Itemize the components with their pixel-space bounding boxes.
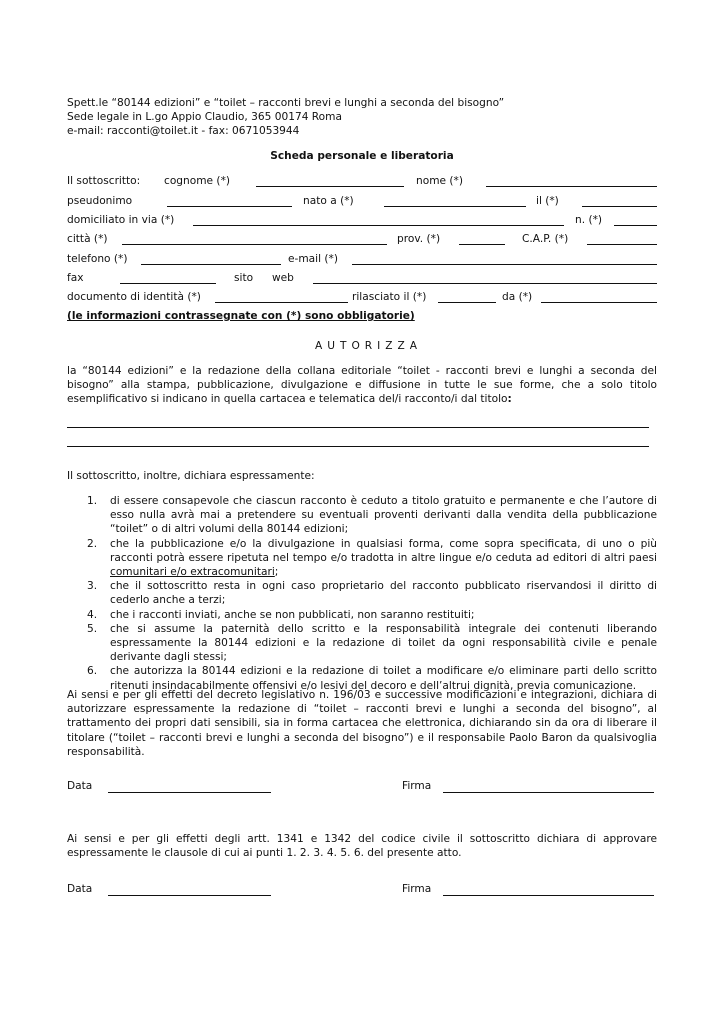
item-number: 5.: [87, 622, 98, 635]
data-field-1[interactable]: [108, 792, 271, 793]
declaration-list: [87, 494, 657, 693]
cognome-field[interactable]: [256, 186, 404, 187]
telefono-label: telefono (*): [67, 253, 128, 265]
item-underlined-text: comunitari e/o extracomunitari: [110, 566, 275, 579]
autorizza-paragraph: [67, 364, 657, 407]
nome-field[interactable]: [486, 186, 657, 187]
dichiara-intro: Il sottoscritto, inoltre, dichiara espressamente:: [67, 470, 315, 482]
nome-label: nome (*): [416, 175, 463, 187]
contact-line: e-mail: racconti@toilet.it - fax: 0671053944: [67, 125, 300, 137]
list-item: [87, 579, 657, 607]
form-title: Scheda personale e liberatoria: [270, 150, 454, 162]
email-field[interactable]: [352, 264, 657, 265]
mandatory-note: (le informazioni contrassegnate con (*) sono obbligatorie): [67, 310, 415, 322]
nato-a-label: nato a (*): [303, 195, 354, 207]
sito-label: sito: [234, 272, 254, 284]
il-field[interactable]: [582, 206, 657, 207]
domiciliato-label: domiciliato in via (*): [67, 214, 175, 226]
item-number: 2.: [87, 537, 98, 550]
sito-web-field[interactable]: [313, 283, 657, 284]
item-number: 4.: [87, 608, 98, 621]
clausole-paragraph: Ai sensi e per gli effetti degli artt. 1341 e 1342 del codice civile il sottoscritto dichiara di approvare espressamente le clausole di cui ai punti 1. 2. 3. 4. 5. 6. del presente atto.: [67, 833, 657, 860]
fax-field[interactable]: [120, 283, 216, 284]
numero-field[interactable]: [614, 225, 657, 226]
item-text: che la pubblicazione e/o la divulgazione in qualsiasi forma, come sopra specificata, di uno o più racconti potrà essere ripetuta nel tempo e/o tradotta in altre lingue e/o ceduta ad editori di altri paesi: [110, 537, 657, 564]
firma-field-2[interactable]: [443, 895, 654, 896]
telefono-field[interactable]: [141, 264, 281, 265]
autorizza-colon: :: [507, 393, 512, 406]
email-label: e-mail (*): [288, 253, 338, 265]
item-text-tail: ;: [274, 566, 279, 579]
list-item: [87, 608, 657, 622]
item-number: 1.: [87, 495, 98, 507]
list-item: [87, 537, 657, 580]
firma-label-1: Firma: [402, 780, 432, 792]
recipient-line: Spett.le “80144 edizioni” e “toilet – racconti brevi e lunghi a seconda del bisogno”: [67, 97, 505, 109]
cap-field[interactable]: [587, 244, 657, 245]
autorizza-text: la “80144 edizioni” e la redazione della collana editoriale “toilet - racconti brevi e lunghi a seconda del bisogno” alla stampa, pubblicazione, divulgazione e diffusione in tutte le sue forme, che a solo titolo esemplificativo si indicano in quella cartacea e telematica del/i racconto/i dal titolo: [67, 365, 657, 406]
pseudonimo-field[interactable]: [167, 206, 292, 207]
firma-label-2: Firma: [402, 883, 432, 895]
item-text: che autorizza la 80144 edizioni e la redazione di toilet a modificare e/o eliminare parti dello scritto ritenuti insindacabilmente offensivi e/o lesivi del decoro e dell’altrui dignità, previa comunicazione.: [110, 665, 657, 692]
da-field[interactable]: [541, 302, 657, 303]
sottoscritto-label: Il sottoscritto:: [67, 175, 141, 187]
item-text: che il sottoscritto resta in ogni caso proprietario del racconto pubblicato riservandosi il diritto di cederlo anche a terzi;: [110, 580, 657, 607]
pseudonimo-label: pseudonimo: [67, 195, 133, 207]
data-label-2: Data: [67, 883, 93, 895]
autorizza-heading: AUTORIZZA: [315, 340, 423, 352]
item-text: di essere consapevole che ciascun racconto è ceduto a titolo gratuito e permanente e che l’autore di esso nulla avrà mai a pretendere su eventuali proventi derivanti dalla vendita della pubblicazione “toilet” o di altri volumi della 80144 edizioni;: [110, 495, 657, 536]
item-text: che si assume la paternità dello scritto e la responsabilità integrale dei contenuti liberando espressamente la 80144 edizioni e la redazione di toilet da ogni responsabilità civile e penale derivante dagli stessi;: [110, 622, 657, 664]
item-number: 6.: [87, 665, 98, 678]
title-line-2[interactable]: [67, 446, 649, 447]
item-number: 3.: [87, 580, 98, 593]
citta-field[interactable]: [122, 244, 387, 245]
il-label: il (*): [536, 195, 559, 207]
prov-label: prov. (*): [397, 233, 441, 245]
rilasciato-label: rilasciato il (*): [352, 291, 427, 303]
documento-label: documento di identità (*): [67, 291, 201, 303]
firma-field-1[interactable]: [443, 792, 654, 793]
nato-a-field[interactable]: [384, 206, 526, 207]
privacy-paragraph: Ai sensi e per gli effetti del decreto legislativo n. 196/03 e successive modificazioni e integrazioni, dichiara di autorizzare espressamente la redazione di “toilet – racconti brevi e lunghi a seconda del bisogno”, al trattamento dei propri dati sensibili, sia in forma cartacea che elettronica, dichiarando sin da ora di liberare il titolare (“toilet – racconti brevi e lunghi a seconda del bisogno”) e il responsabile Paolo Baron da qualsivoglia responsabilità.: [67, 689, 657, 758]
rilasciato-field[interactable]: [438, 302, 496, 303]
numero-label: n. (*): [575, 214, 603, 226]
cap-label: C.A.P. (*): [522, 233, 569, 245]
address-line: Sede legale in L.go Appio Claudio, 365 00174 Roma: [67, 111, 342, 123]
data-field-2[interactable]: [108, 895, 271, 896]
item-text: che i racconti inviati, anche se non pubblicati, non saranno restituiti;: [110, 608, 475, 621]
fax-label: fax: [67, 272, 84, 284]
list-item: [87, 622, 657, 665]
via-field[interactable]: [193, 225, 564, 226]
cognome-label: cognome (*): [164, 175, 230, 187]
prov-field[interactable]: [459, 244, 505, 245]
data-label-1: Data: [67, 780, 93, 792]
documento-field[interactable]: [215, 302, 348, 303]
da-label: da (*): [502, 291, 533, 303]
citta-label: città (*): [67, 233, 108, 245]
title-line-1[interactable]: [67, 427, 649, 428]
list-item: [87, 494, 657, 537]
web-label: web: [272, 272, 294, 284]
